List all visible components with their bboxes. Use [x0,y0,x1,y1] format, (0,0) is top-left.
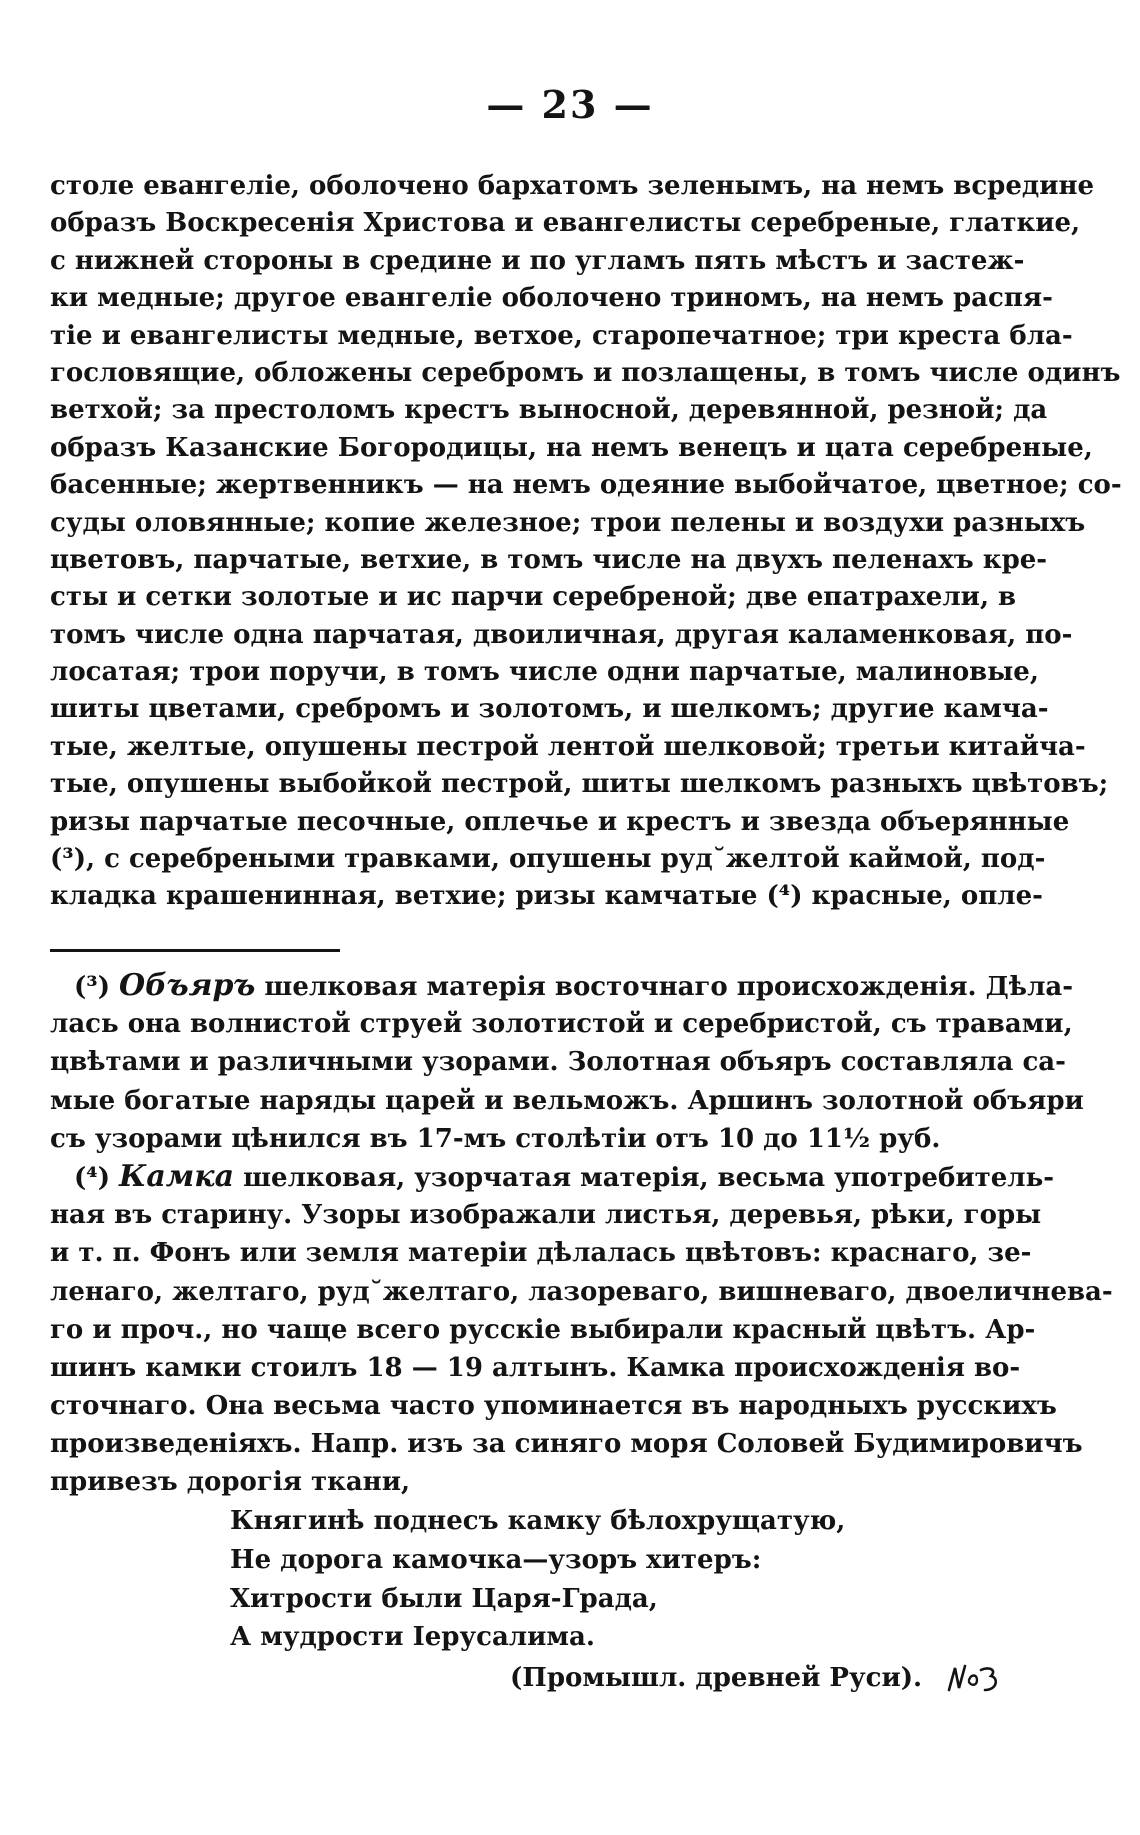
footnote-text: и т. п. Фонъ или земля матеріи дѣлалась цвѣтовъ: краснаго, зе- [50,1238,1032,1269]
footnote-line [50,1349,1021,1387]
footnote-separator-rule [50,949,340,952]
source-citation: (Промышл. древней Руси). [510,1663,923,1693]
body-text-line: суды оловянные; копие железное; трои пелены и воздухи разныхъ [50,507,1086,538]
body-text-line: лосатая; трои поручи, в томъ числе одни парчатые, малиновые, [50,657,1039,688]
footnote-line [50,1043,1066,1081]
body-text-line: образъ Казанские Богородицы, на немъ венецъ и цата серебреные, [50,432,1093,463]
footnote-text: привезъ дорогія ткани, [50,1467,411,1498]
footnote-line [50,1387,1057,1425]
body-text-line: столе евангеліе, оболочено бархатомъ зеленымъ, на немъ всредине [50,171,1095,201]
body-text-line: образъ Воскресенія Христова и евангелисты серебреные, глаткие, [50,208,1081,239]
verse-line: Княгинѣ поднесъ камку бѣлохрущатую, [230,1506,846,1536]
footnote-line [50,1196,1042,1234]
body-text-line: ветхой; за престоломъ крестъ выносной, деревянной, резной; да [50,395,1048,426]
footnote-line [50,1082,1084,1120]
body-text-line: гословящие, обложены серебромъ и позлащены, в томъ числе одинъ [50,357,1121,388]
footnote-text: мые богатые наряды царей и вельможъ. Аршинъ золотной объяри [50,1085,1084,1116]
footnote-text: произведеніяхъ. Напр. изъ за синяго моря Соловей Будимировичъ [50,1429,1083,1460]
page-number: — 23 — [486,82,654,127]
body-text-line: ризы парчатые песочные, оплечье и крестъ и звезда объерянные [50,806,1070,837]
body-text-line: кладка крашенинная, ветхие; ризы камчатые (⁴) красные, опле- [50,881,1043,912]
footnote-line [50,1120,950,1158]
verse-quotation [230,1502,930,1657]
footnote-text: лась она волнистой струей золотистой и серебристой, съ травами, [50,1009,1073,1040]
verse-line: Не дорога камочка—узоръ хитеръ: [230,1544,762,1575]
main-text-block [50,168,1122,916]
body-text-line: шиты цветами, сребромъ и золотомъ, и шелкомъ; другие камча- [50,694,1049,725]
footnote-marker: (³) [74,972,120,1002]
footnote-line [50,967,1074,1005]
body-text-line: басенные; жертвенникъ — на немъ одеяние выбойчатое, цветное; со- [50,470,1122,501]
verse-line: А мудрости Іерусалима. [230,1622,595,1653]
footnote-line [50,1158,1055,1196]
body-text-line: томъ числе одна парчатая, двоиличная, другая каламенковая, по- [50,619,1073,650]
footnote-line [50,1273,1113,1311]
footnote-text: шинъ камки стоилъ 18 — 19 алтынъ. Камка происхожденія во- [50,1352,1021,1383]
handwritten-mark [945,1660,1001,1698]
footnote-text: ленаго, желтаго, руд˘желтаго, лазореваго, вишневаго, двоеличнева- [50,1276,1113,1307]
body-text-line: (³), с серебреными травками, опушены руд˘желтой каймой, под- [50,844,1046,875]
footnote-text: цвѣтами и различными узорами. Золотная объяръ составляла са- [50,1047,1066,1078]
body-text-line: тіе и евангелисты медные, ветхое, старопечатное; три креста бла- [50,320,1073,351]
footnote-text: шелковая матерія восточнаго происхожденія. Дѣла- [255,972,1074,1002]
footnote-text: го и проч., но чаще всего русскіе выбирали красный цвѣтъ. Ар- [50,1314,1036,1345]
footnote-text: шелковая, узорчатая матерія, весьма употребитель- [234,1162,1055,1193]
footnote-marker: (⁴) [74,1162,120,1193]
source-attribution [510,1658,950,1698]
footnote-text: съ узорами цѣнился въ 17-мъ столѣтіи отъ 10 до 11½ руб. [50,1123,941,1154]
footnote-text: ная въ старину. Узоры изображали листья, деревья, рѣки, горы [50,1200,1042,1231]
body-text-line: тые, желтые, опушены пестрой лентой шелковой; третьи китайча- [50,731,1086,762]
body-text-line: цветовъ, парчатые, ветхие, в томъ числе на двухъ пеленахъ кре- [50,544,1048,575]
body-text-line: тые, опушены выбойкой пестрой, шиты шелкомъ разныхъ цвѣтовъ; [50,769,1109,800]
footnotes-block [50,967,1113,1502]
body-text-line: с нижней стороны в средине и по угламъ пять мѣстъ и застеж- [50,245,1025,276]
footnote-line [50,1425,1083,1463]
verse-line: Хитрости были Царя-Града, [230,1583,658,1614]
footnote-line [50,1311,1036,1349]
footnote-term: Камка [119,1158,235,1194]
footnote-line [50,1234,1032,1272]
footnote-term: Объяръ [119,968,256,1003]
body-text-line: ки медные; другое евангеліе оболочено триномъ, на немъ распя- [50,283,1053,314]
footnote-line [50,1463,950,1501]
footnote-line [50,1005,1073,1043]
body-text-line: сты и сетки золотые и ис парчи серебреной; две епатрахели, в [50,582,1017,613]
footnote-text: сточнаго. Она весьма часто упоминается въ народныхъ русскихъ [50,1391,1057,1422]
